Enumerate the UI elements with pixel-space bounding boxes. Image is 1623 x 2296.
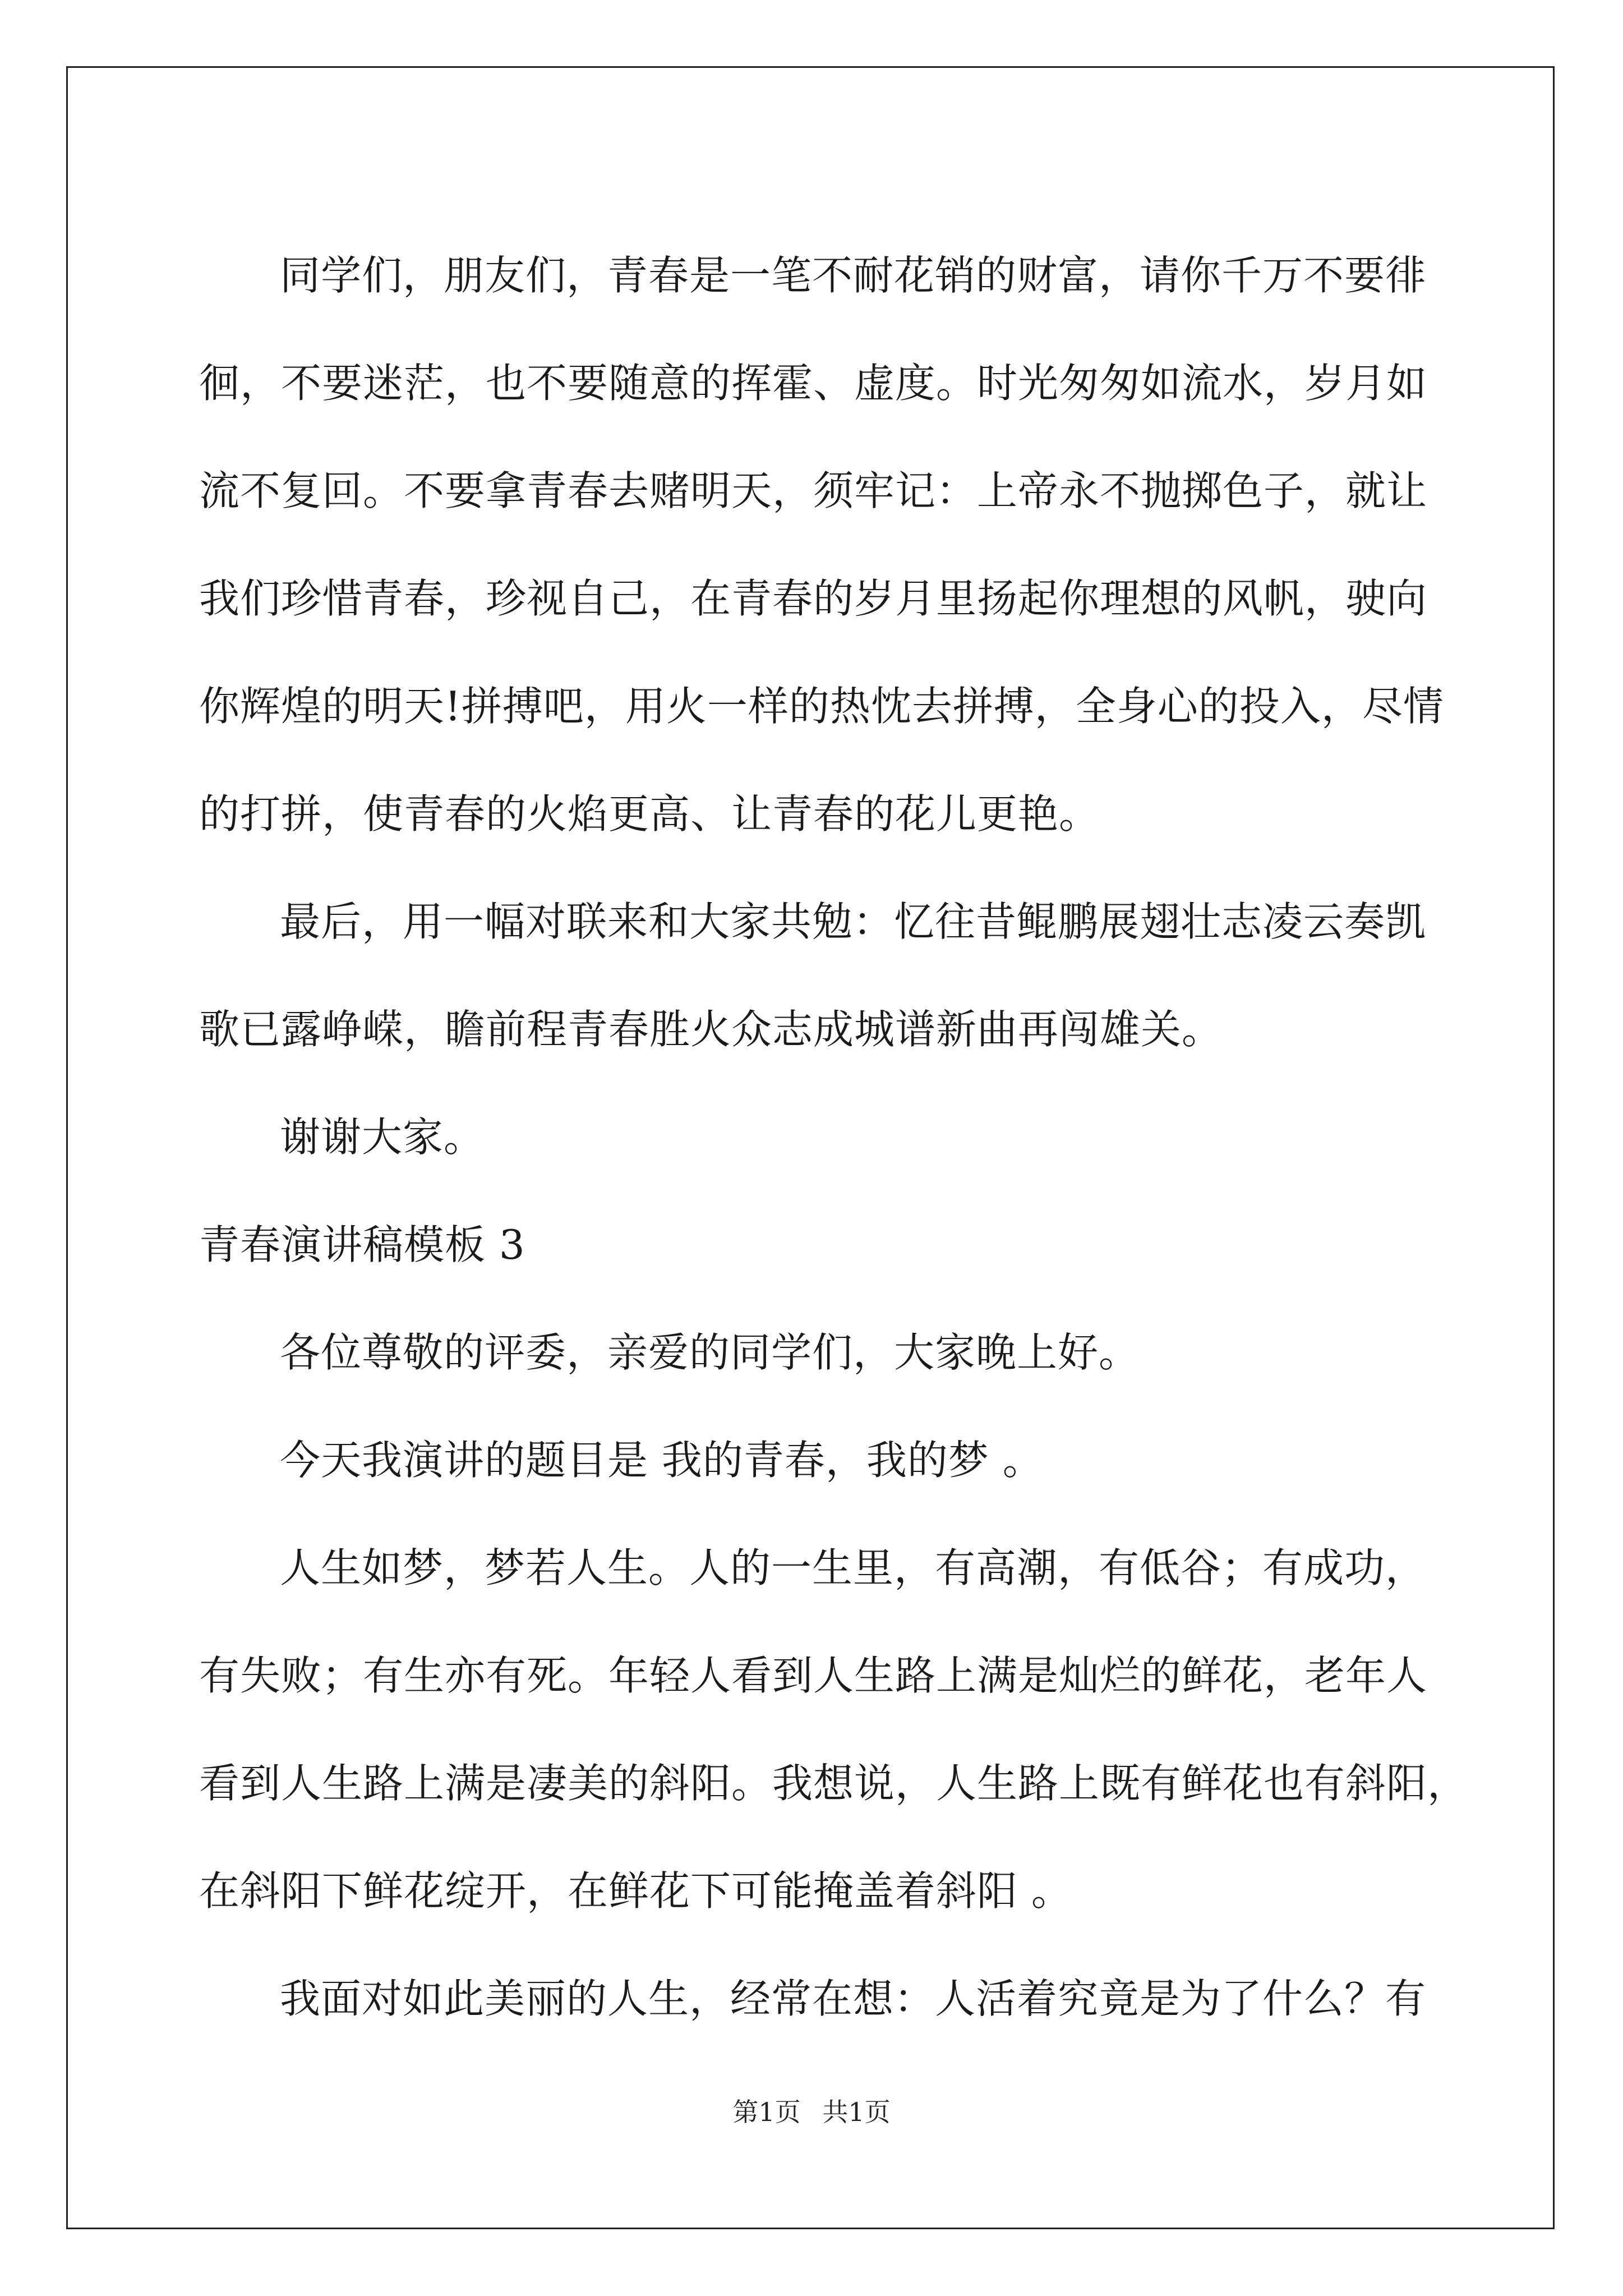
text-line: 我面对如此美丽的人生，经常在想：人活着究竟是为了什么？有 [280, 1975, 1427, 2022]
text-line: 徊，不要迷茫，也不要随意的挥霍、虚度。时光匆匆如流水，岁月如 [199, 360, 1428, 407]
text-line: 谢谢大家。 [280, 1114, 485, 1161]
document-body [199, 222, 1469, 2053]
text-line: 你辉煌的明天!拼搏吧，用火一样的热忱去拼搏，全身心的投入，尽情 [199, 683, 1444, 730]
text-line: 各位尊敬的评委，亲爱的同学们，大家晚上好。 [280, 1329, 1140, 1376]
text-line: 的打拼，使青春的火焰更高、让青春的花儿更艳。 [199, 790, 1100, 838]
text-line: 我们珍惜青春，珍视自己，在青春的岁月里扬起你理想的风帆，驶向 [199, 575, 1428, 622]
text-line: 在斜阳下鲜花绽开，在鲜花下可能掩盖着斜阳 。 [199, 1867, 1072, 1915]
text-line: 歌已露峥嵘，瞻前程青春胜火众志成城谱新曲再闯雄关。 [199, 1006, 1223, 1053]
page-footer [0, 2095, 1623, 2129]
text-line: 人生如梦，梦若人生。人的一生里，有高潮，有低谷；有成功， [280, 1544, 1427, 1591]
page-number-current: 第1页 [732, 2097, 801, 2127]
text-line: 最后，用一幅对联来和大家共勉：忆往昔鲲鹏展翅壮志凌云奏凯 [280, 898, 1427, 945]
text-line: 同学们，朋友们，青春是一笔不耐花销的财富，请你千万不要徘 [280, 252, 1427, 299]
text-line: 今天我演讲的题目是 我的青春，我的梦 。 [280, 1437, 1044, 1484]
text-line: 流不复回。不要拿青春去赌明天，须牢记：上帝永不抛掷色子，就让 [199, 467, 1428, 514]
page-number-total: 共1页 [822, 2097, 891, 2127]
text-line: 看到人生路上满是凄美的斜阳。我想说，人生路上既有鲜花也有斜阳， [199, 1760, 1469, 1807]
text-line: 有失败；有生亦有死。年轻人看到人生路上满是灿烂的鲜花，老年人 [199, 1652, 1428, 1699]
section-heading: 青春演讲稿模板 3 [199, 1221, 525, 1268]
